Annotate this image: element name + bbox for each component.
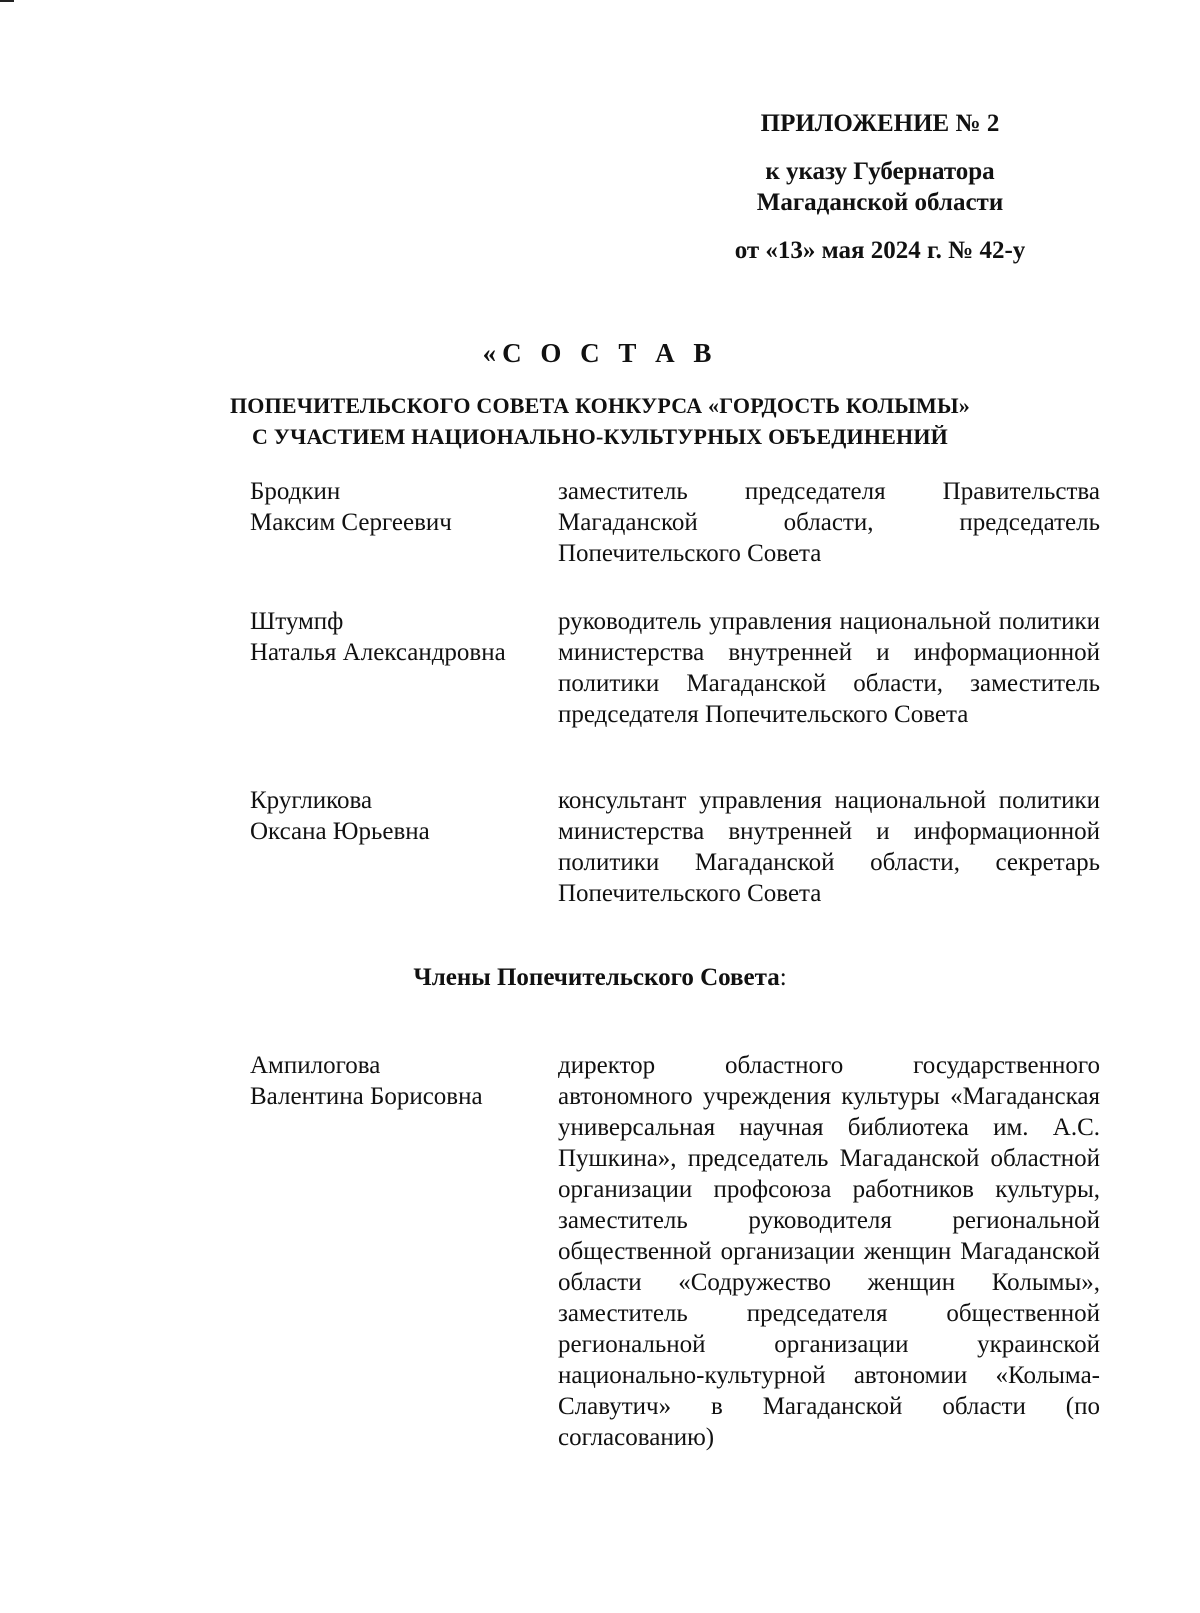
appendix-region-line: Магаданской области	[756, 189, 1004, 216]
member-name	[250, 785, 540, 847]
member-surname: Бродкин	[250, 478, 341, 505]
members-heading-colon: :	[779, 964, 787, 991]
member-surname: Ампилогова	[250, 1052, 381, 1079]
member-position: консультант управления национальной политики министерства внутренней и информационной политики Магаданской области, секретарь Попечительского Совета	[558, 787, 1100, 907]
member-given-name: Максим Сергеевич	[250, 509, 452, 536]
member-given-name: Наталья Александровна	[250, 639, 506, 666]
member-position: руководитель управления национальной политики министерства внутренней и информационной политики Магаданской области, заместитель председателя Попечительского Совета	[558, 608, 1100, 728]
document-title	[100, 336, 1100, 452]
scan-corner-mark	[0, 0, 14, 2]
member-surname: Кругликова	[250, 787, 373, 814]
member-surname: Штумпф	[250, 608, 344, 635]
member-position: заместитель председателя Правительства Магаданской области, председатель Попечительского Совета	[558, 478, 1100, 567]
members-heading-text: Члены Попечительского Совета	[413, 964, 780, 991]
appendix-decree-line: к указу Губернатора	[765, 158, 995, 185]
appendix-date: от «13» мая 2024 г. № 42-у	[734, 237, 1026, 264]
title-main: «С О С Т А В	[482, 338, 718, 368]
appendix-header	[700, 108, 1060, 266]
title-line-2: С УЧАСТИЕМ НАЦИОНАЛЬНО-КУЛЬТУРНЫХ ОБЪЕДИНЕНИЙ	[251, 424, 948, 449]
member-given-name: Оксана Юрьевна	[250, 818, 430, 845]
member-name	[250, 606, 540, 668]
member-position: директор областного государственного автономного учреждения культуры «Магаданская универсальная научная библиотека им. А.С. Пушкина», председатель Магаданской областной организации профсоюза работников культуры, заместитель руководителя региональной общественной организации женщин Магаданской области «Содружество женщин Колымы», заместитель председателя общественной региональной организации украинской национально-культурной автономии «Колыма-Славутич» в Магаданской области (по согласованию)	[558, 1052, 1100, 1451]
member-name	[250, 1050, 540, 1112]
appendix-number: ПРИЛОЖЕНИЕ № 2	[760, 110, 1000, 137]
member-name	[250, 476, 540, 538]
title-line-1: ПОПЕЧИТЕЛЬСКОГО СОВЕТА КОНКУРСА «ГОРДОСТЬ КОЛЫМЫ»	[229, 393, 971, 418]
member-given-name: Валентина Борисовна	[250, 1083, 483, 1110]
members-heading	[100, 962, 1100, 993]
